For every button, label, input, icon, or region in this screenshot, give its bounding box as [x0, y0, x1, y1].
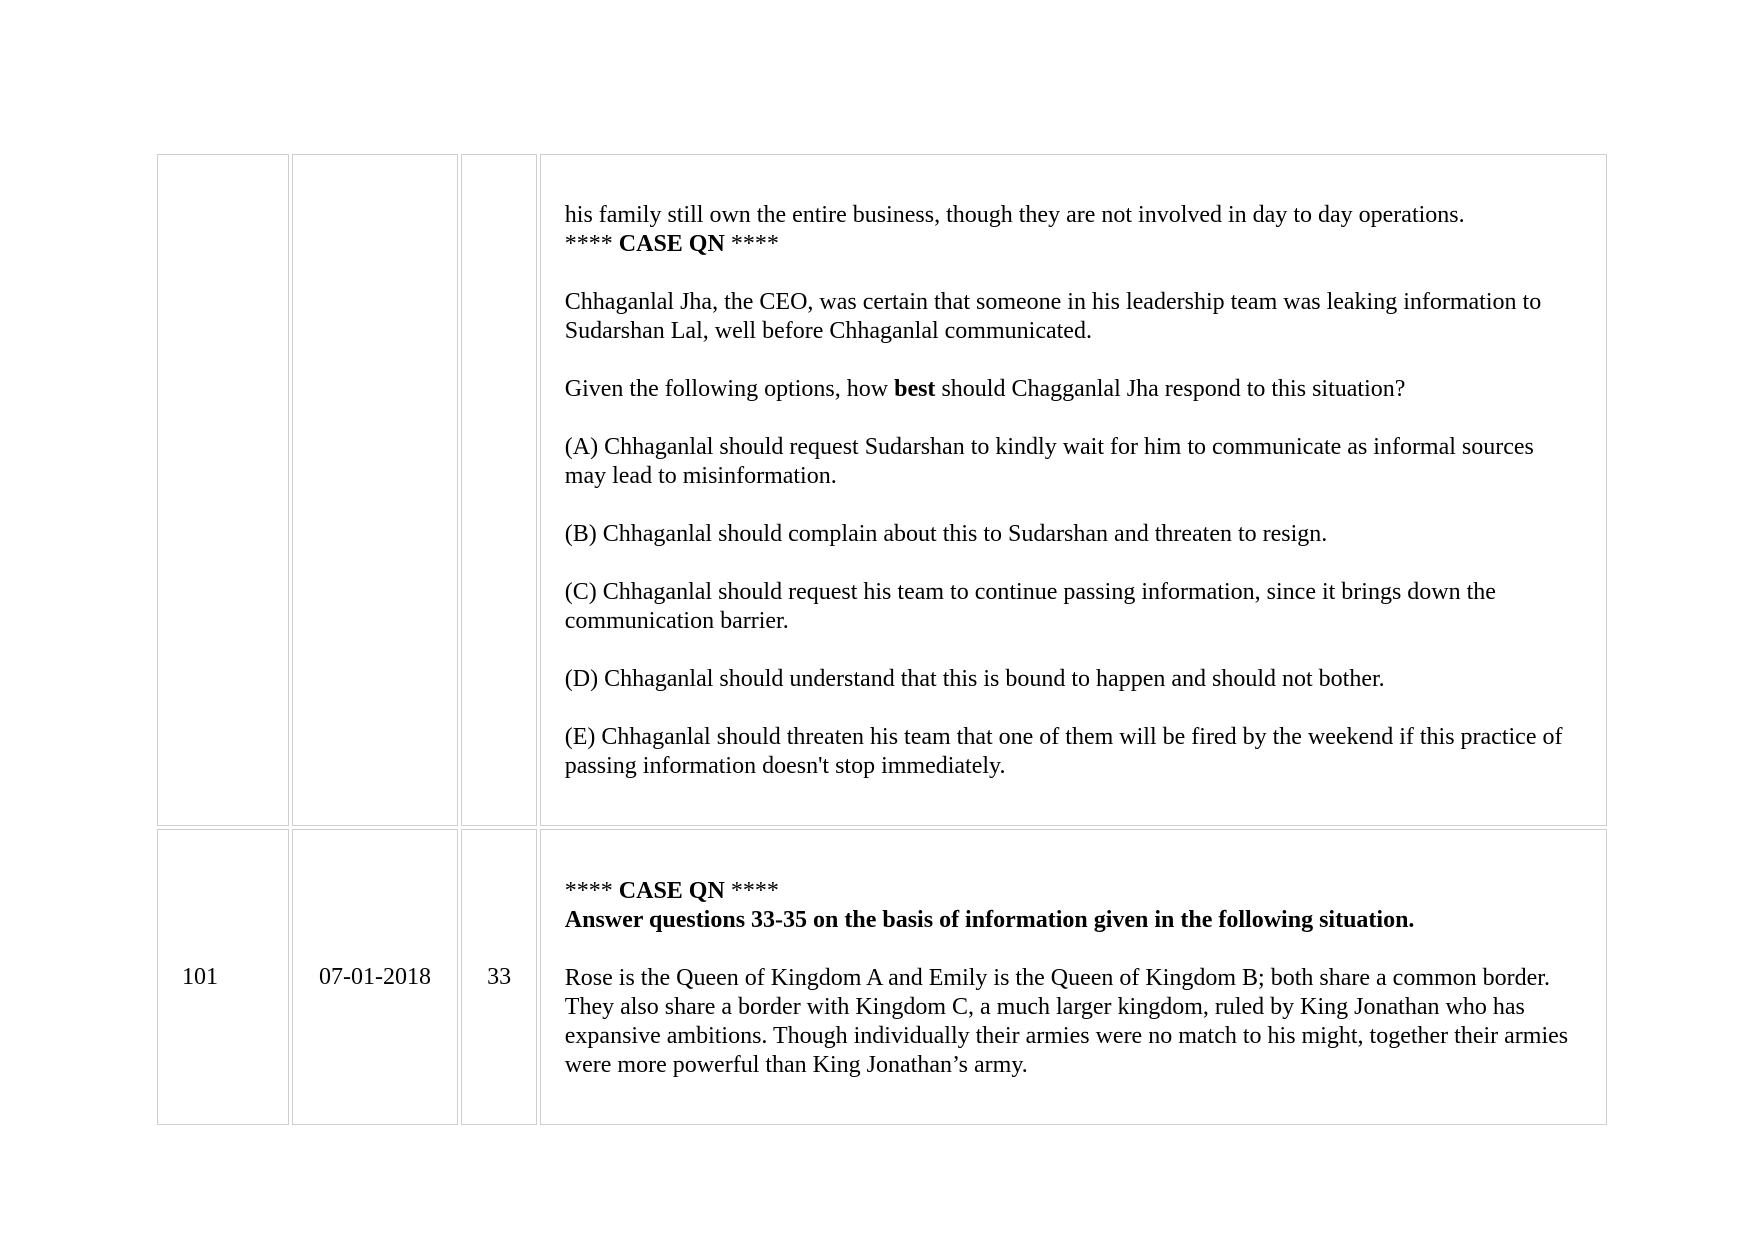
case-marker-label: CASE QN — [618, 877, 725, 904]
option-e: (E) Chhaganlal should threaten his team that one of them will be fired by the weekend if this practice of passing information doesn't stop immediately. — [564, 724, 1563, 779]
question-number-cell: 33 — [461, 829, 536, 1125]
question-body-cell — [540, 154, 1607, 826]
question-body-cell — [540, 829, 1607, 1125]
date-cell — [292, 154, 459, 826]
case-marker-label: CASE QN — [618, 231, 725, 257]
date-cell: 07-01-2018 — [292, 829, 459, 1125]
option-b: (B) Chhaganlal should complain about this to Sudarshan and threaten to resign. — [564, 521, 1328, 547]
case-paragraph: Chhaganlal Jha, the CEO, was certain that someone in his leadership team was leaking information to Sudarshan Lal, well before Chhaganlal communicated. — [564, 289, 1542, 344]
case-instruction: Answer questions 33-35 on the basis of information given in the following situation. — [564, 906, 1415, 933]
case-marker-stars-right: **** — [730, 877, 779, 904]
case-marker-stars-left: **** — [564, 231, 613, 257]
prompt-before: Given the following options, how — [564, 376, 895, 402]
question-id-cell: 101 — [157, 829, 289, 1125]
question-table — [154, 151, 1610, 1128]
question-id-cell — [157, 154, 289, 826]
case-marker-stars-right: **** — [730, 231, 779, 257]
prompt-emphasis: best — [894, 376, 936, 402]
case-marker — [565, 877, 1570, 906]
option-a: (A) Chhaganlal should request Sudarshan to kindly wait for him to communicate as informal sources may lead to misinformation. — [564, 434, 1534, 489]
case-marker — [565, 230, 1570, 259]
table-row — [157, 829, 1607, 1125]
option-d: (D) Chhaganlal should understand that this is bound to happen and should not bother. — [564, 666, 1385, 692]
intro-text: his family still own the entire business, though they are not involved in day to day operations. — [564, 202, 1465, 228]
table-row — [157, 154, 1607, 826]
prompt-after: should Chagganlal Jha respond to this situation? — [935, 376, 1406, 402]
question-number-cell — [461, 154, 536, 826]
question-prompt — [565, 375, 1570, 404]
case-marker-stars-left: **** — [564, 877, 613, 904]
option-c: (C) Chhaganlal should request his team to continue passing information, since it brings down the communication barrier. — [564, 579, 1496, 634]
case-paragraph: Rose is the Queen of Kingdom A and Emily is the Queen of Kingdom B; both share a common border. They also share a border with Kingdom C, a much larger kingdom, ruled by King Jonathan who has expansive ambitions. Though individually their armies were no match to his might, together their armies were more powerful than King Jonathan’s army. — [564, 964, 1569, 1078]
